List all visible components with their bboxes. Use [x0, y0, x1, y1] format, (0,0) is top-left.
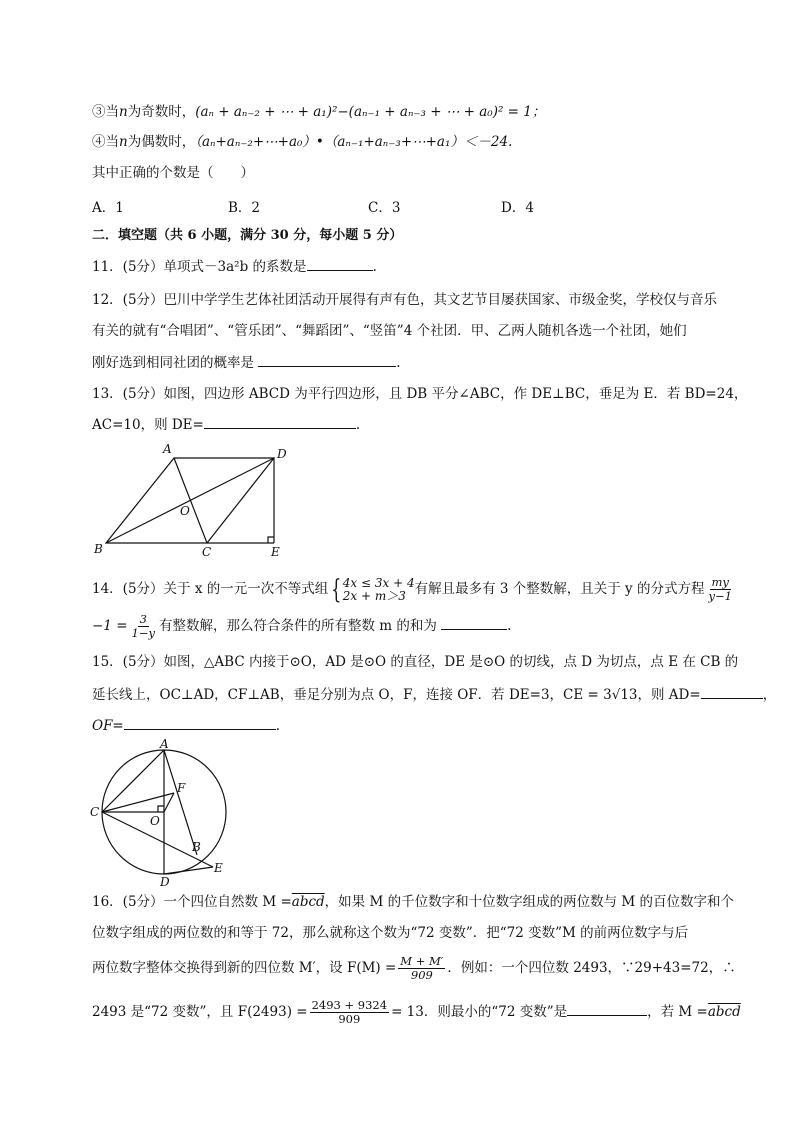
equation-lhs: −1 = — [92, 618, 128, 634]
fraction-3 — [130, 613, 157, 640]
overlined-abcd: abcd — [707, 1004, 741, 1020]
inequality-system: { 4x ≤ 3x + 4 2x + m＞3 — [331, 574, 415, 605]
label-e: E — [271, 545, 280, 559]
label-e: E — [214, 861, 223, 875]
choice-b[interactable]: B．2 — [228, 200, 261, 216]
question-16-line-4 — [92, 998, 741, 1026]
choice-a[interactable]: A．1 — [92, 200, 124, 216]
numerator: M + M′ — [400, 954, 444, 968]
var-n: n — [119, 134, 128, 150]
label-d: D — [277, 447, 287, 461]
denominator: y−1 — [708, 589, 732, 603]
denominator: 909 — [410, 968, 433, 982]
var-n: n — [119, 104, 128, 120]
statement-4 — [92, 132, 512, 152]
period: . — [355, 417, 361, 433]
statement-4-condition: 为偶数时， — [127, 134, 196, 150]
question-14-line-2 — [92, 612, 511, 640]
comma: ， — [762, 687, 777, 703]
statement-4-expression: （aₙ+aₙ₋₂+⋯+a₀）•（aₙ₋₁+aₙ₋₃+⋯+a₁）＜－24. — [195, 134, 513, 150]
question-13-line-1: 13．(5分）如图，四边形 ABCD 为平行四边形，且 DB 平分∠ABC，作 DE⊥BC，垂足为 E．若 BD=24， — [92, 386, 748, 402]
inequality-1: 4x ≤ 3x + 4 — [342, 575, 415, 590]
question-11-text: 11．(5分）单项式－3a²b 的系数是 — [92, 259, 307, 275]
question-16-text-6: = 13．则最小的“72 变数”是 — [391, 1004, 568, 1020]
label-c: C — [202, 545, 212, 559]
answer-blank-16[interactable] — [567, 1001, 647, 1016]
statement-4-mark: ④当 — [92, 134, 119, 150]
period: . — [275, 718, 281, 734]
label-a: A — [163, 442, 172, 456]
question-14-line-1 — [92, 575, 736, 603]
circle-figure — [88, 738, 238, 886]
label-f: F — [177, 781, 186, 795]
question-16-text-2: ，如果 M 的千位数字和十位数字组成的两位数与 M 的百位数字和个 — [324, 894, 734, 910]
numerator: 2493 + 9324 — [311, 998, 388, 1012]
period: . — [372, 259, 377, 275]
choice-c[interactable]: C．3 — [368, 200, 401, 216]
period: . — [507, 618, 512, 634]
answer-blank-14[interactable] — [441, 615, 507, 630]
numerator: my — [711, 575, 729, 589]
label-o: O — [150, 814, 160, 828]
period: . — [396, 355, 401, 371]
overlined-abcd: abcd — [291, 894, 325, 910]
numerator: 3 — [139, 612, 147, 626]
segment-cf — [102, 793, 174, 812]
tangent-de — [164, 867, 213, 874]
question-14-text: 14．(5分）关于 x 的一元一次不等式组 — [92, 581, 329, 597]
label-o: O — [180, 504, 190, 518]
question-15-line-1: 15．(5分）如图，△ABC 内接于⊙O，AD 是⊙O 的直径，DE 是⊙O 的切线，点 D 为切点，点 E 在 CB 的 — [92, 654, 739, 670]
question-12-line-1: 12．(5分）巴川中学学生艺体社团活动开展得有声有色，其文艺节目屡获国家、市级金奖，学校仅与音乐 — [92, 292, 718, 308]
question-10-prompt: 其中正确的个数是（ ） — [92, 165, 254, 181]
label-b: B — [192, 840, 201, 854]
label-a: A — [160, 738, 169, 751]
question-16-text-4: ．例如：一个四位数 2493，∵29+43=72，∴ — [447, 960, 736, 976]
question-15-line-3 — [92, 715, 280, 736]
label-c: C — [90, 805, 100, 819]
choice-d[interactable]: D．4 — [501, 200, 534, 216]
question-16-line-1 — [92, 892, 734, 912]
question-16-text-7: ，若 M = — [647, 1004, 708, 1020]
answer-blank-12[interactable] — [258, 352, 396, 367]
answer-blank-15-of[interactable] — [124, 715, 276, 730]
diagonal-ac — [174, 458, 207, 543]
parallelogram-figure — [90, 440, 300, 562]
fraction-f-m — [398, 955, 445, 982]
question-13-text: AC=10，则 DE= — [92, 417, 204, 433]
right-angle-mark-o — [158, 806, 164, 812]
fraction-f-2493 — [310, 999, 389, 1026]
question-15-text: 延长线上，OC⊥AD，CF⊥AB，垂足分别为点 O，F，连接 OF．若 DE=3，CE = 3√13，则 AD= — [92, 687, 701, 703]
denominator: 909 — [338, 1012, 361, 1026]
question-15-line-2 — [92, 684, 776, 705]
question-16-text-5: 2493 是“72 变数”，且 F(2493) = — [92, 1004, 308, 1020]
right-angle-mark — [268, 537, 274, 543]
answer-blank-15-ad[interactable] — [701, 684, 763, 699]
statement-3-condition: 为奇数时， — [127, 104, 196, 120]
question-16-line-2: 位数字组成的两位数的和等于 72，那么就称这个数为“72 变数”．把“72 变数”M 的前两位数字与后 — [92, 925, 689, 941]
statement-3 — [92, 102, 545, 122]
label-d: D — [160, 875, 170, 886]
denominator: 1−y — [131, 626, 155, 640]
question-12-text: 刚好选到相同社团的概率是 — [92, 355, 254, 371]
fraction-my — [706, 576, 733, 603]
question-16-line-3 — [92, 954, 736, 982]
question-14-text-2: 有整数解，那么符合条件的所有整数 m 的和为 — [158, 618, 437, 634]
segment-ac — [102, 750, 164, 812]
question-15-of: OF= — [92, 718, 124, 734]
question-16-text-3: 两位数字整体交换得到新的四位数 M′，设 F(M) = — [92, 960, 397, 976]
question-11 — [92, 256, 377, 277]
statement-3-mark: ③当 — [92, 104, 119, 120]
statement-3-expression: (aₙ + aₙ₋₂ + ⋯ + a₁)²−(aₙ₋₁ + aₙ₋₃ + ⋯ + a₀)² = 1； — [195, 104, 546, 120]
answer-blank-11[interactable] — [307, 256, 373, 271]
label-b: B — [94, 542, 103, 556]
question-12-line-3 — [92, 352, 401, 373]
question-12-line-2: 有关的就有“合唱团”、“管乐团”、“舞蹈团”、“竖笛”4 个社团．甲、乙两人随机各选一个社团，她们 — [92, 323, 687, 339]
question-13-line-2 — [92, 414, 360, 435]
question-16-text: 16．(5分）一个四位自然数 M = — [92, 894, 292, 910]
section-heading: 二．填空题（共 6 小题，满分 30 分，每小题 5 分） — [92, 228, 403, 243]
question-14-mid: 有解且最多有 3 个整数解，且关于 y 的分式方程 — [414, 581, 705, 597]
inequality-2: 2x + m＞3 — [342, 588, 406, 603]
answer-blank-13[interactable] — [204, 414, 356, 429]
